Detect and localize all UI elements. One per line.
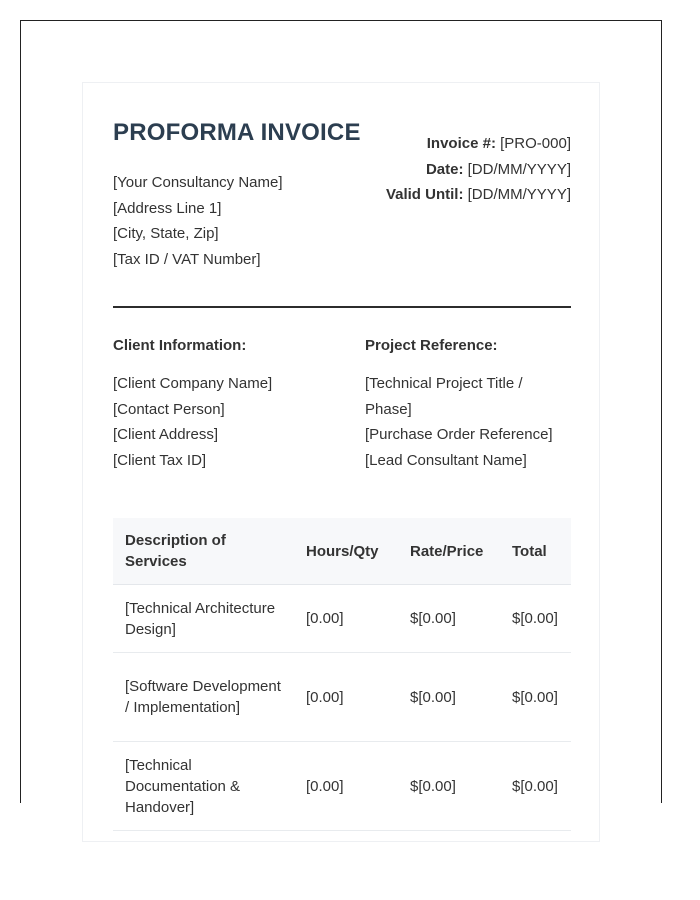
header-total: Total	[500, 518, 571, 585]
invoice-valid-until-line	[386, 182, 571, 208]
client-contact-person: [Contact Person]	[113, 400, 225, 418]
client-company-name: [Client Company Name]	[113, 375, 273, 392]
invoice-title: PROFORMA INVOICE	[113, 119, 361, 146]
invoice-content	[113, 83, 571, 816]
invoice-date-value: [DD/MM/YYYY]	[467, 160, 571, 178]
row-description: [Software Development / Implementation]	[113, 653, 294, 742]
consultancy-address-line-1: [Address Line 1]	[113, 199, 222, 217]
row-rate: $[0.00]	[398, 742, 500, 831]
row-qty: [0.00]	[294, 742, 398, 831]
invoice-valid-until-value: [DD/MM/YYYY]	[467, 186, 571, 204]
invoice-date-label: Date:	[425, 160, 464, 178]
client-information	[113, 335, 343, 474]
invoice-date-line	[386, 157, 571, 183]
row-description: [Technical Documentation & Handover]	[113, 742, 294, 831]
client-tax-id: [Client Tax ID]	[113, 452, 207, 470]
consultancy-city-state-zip: [City, State, Zip]	[113, 225, 219, 243]
lead-consultant-name: [Lead Consultant Name]	[365, 452, 527, 470]
services-table-header	[113, 518, 571, 585]
row-qty: [0.00]	[294, 653, 398, 742]
document-viewport[interactable]	[20, 20, 662, 816]
services-table	[113, 518, 571, 831]
invoice-number-line	[386, 131, 571, 157]
info-section	[113, 307, 571, 517]
invoice-page	[82, 82, 600, 842]
consultancy-tax-id: [Tax ID / VAT Number]	[113, 251, 261, 269]
consultancy-name: [Your Consultancy Name]	[113, 174, 283, 191]
purchase-order-reference: [Purchase Order Reference]	[365, 426, 553, 444]
project-title: [Technical Project Title / Phase]	[365, 375, 523, 418]
header-hours-qty: Hours/Qty	[294, 518, 398, 585]
table-row	[113, 585, 571, 653]
row-total: $[0.00]	[500, 653, 571, 742]
row-total: $[0.00]	[500, 585, 571, 653]
invoice-meta	[386, 131, 571, 208]
row-description: [Technical Architecture Design]	[113, 585, 294, 653]
client-address: [Client Address]	[113, 426, 219, 444]
consultancy-details	[113, 170, 283, 273]
table-row	[113, 653, 571, 742]
project-reference	[365, 335, 571, 474]
client-information-heading: Client Information:	[113, 337, 247, 354]
row-qty: [0.00]	[294, 585, 398, 653]
row-rate: $[0.00]	[398, 585, 500, 653]
row-total: $[0.00]	[500, 742, 571, 831]
invoice-valid-until-label: Valid Until:	[385, 186, 464, 204]
table-row	[113, 742, 571, 831]
header-description: Description of Services	[113, 518, 294, 585]
header-rate-price: Rate/Price	[398, 518, 500, 585]
project-reference-heading: Project Reference:	[365, 337, 498, 354]
invoice-number-label: Invoice #:	[426, 135, 496, 152]
invoice-header	[113, 83, 571, 307]
invoice-number-value: [PRO-000]	[500, 135, 571, 152]
row-rate: $[0.00]	[398, 653, 500, 742]
